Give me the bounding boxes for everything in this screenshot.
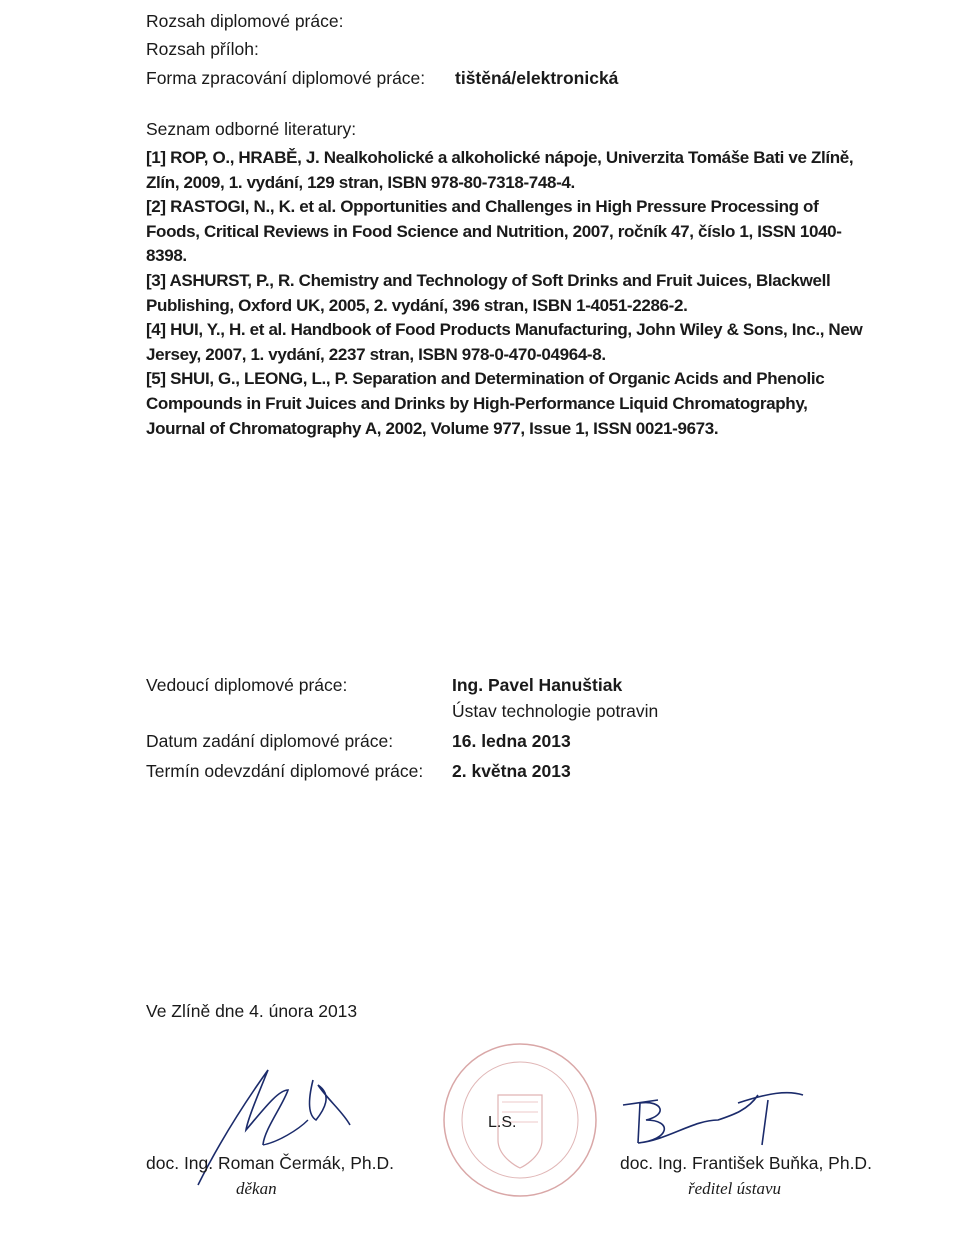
prilohy-label: Rozsah příloh: [146,39,259,59]
zadani-label: Datum zadání diplomové práce: [146,731,394,751]
reference-item: [4] HUI, Y., H. et al. Handbook of Food Products Manufacturing, John Wiley & Sons, Inc., New Jersey, 2007, 1. vydání, 2237 stran, ISBN 978-0-470-04964-8. [146,320,863,364]
reference-item: [5] SHUI, G., LEONG, L., P. Separation and Determination of Organic Acids and Phenolic Compounds in Fruit Juices and Drinks by High-Performance Liquid Chromatography, Journal of Chromatography A, 2002, Volume 977, Issue 1, ISSN 0021-9673. [146,369,825,438]
forma-value: tištěná/elektronická [455,68,619,88]
dean-role: děkan [236,1179,277,1198]
reference-item: [1] ROP, O., HRABĚ, J. Nealkoholické a alkoholické nápoje, Univerzita Tomáše Bati ve Zlíně, Zlín, 2009, 1. vydání, 129 stran, ISBN 978-80-7318-748-4. [146,148,854,192]
director-name: doc. Ing. František Buňka, Ph.D. [620,1153,872,1173]
literatura-label: Seznam odborné literatury: [146,119,357,139]
place-date: Ve Zlíně dne 4. února 2013 [146,1001,358,1021]
supervisor-label: Vedoucí diplomové práce: [146,675,348,695]
reference-list [146,146,866,441]
odevzdani-label: Termín odevzdání diplomové práce: [146,761,424,781]
dean-name: doc. Ing. Roman Čermák, Ph.D. [146,1153,395,1173]
stamp-label: L.S. [488,1114,517,1131]
zadani-value: 16. ledna 2013 [452,731,571,751]
reference-item: [3] ASHURST, P., R. Chemistry and Technology of Soft Drinks and Fruit Juices, Blackwell Publishing, Oxford UK, 2005, 2. vydání, 396 stran, ISBN 1-4051-2286-2. [146,270,831,315]
director-role: ředitel ústavu [688,1179,782,1198]
rozsah-label: Rozsah diplomové práce: [146,11,344,31]
forma-label: Forma zpracování diplomové práce: [146,68,426,88]
supervisor-name: Ing. Pavel Hanuštiak [452,675,623,695]
supervisor-institute: Ústav technologie potravin [452,701,659,721]
reference-item: [2] RASTOGI, N., K. et al. Opportunities and Challenges in High Pressure Processing of Foods, Critical Reviews in Food Science and Nutrition, 2007, ročník 47, číslo 1, ISSN 1040-8398. [146,197,842,266]
odevzdani-value: 2. května 2013 [452,761,571,781]
university-stamp [440,1040,600,1200]
director-signature [618,1085,808,1155]
